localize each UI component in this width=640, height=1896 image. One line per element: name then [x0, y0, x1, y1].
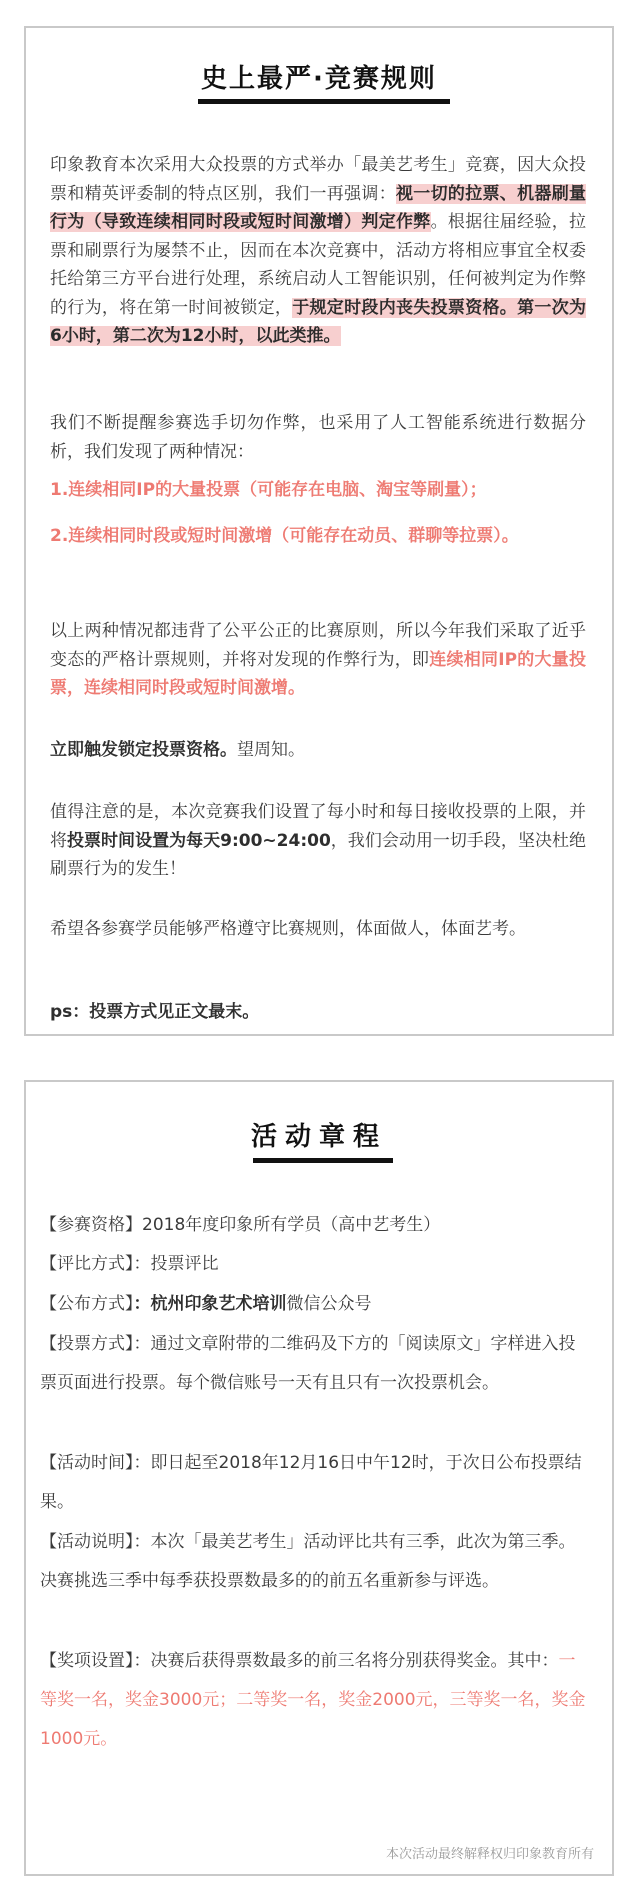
charter-item-label: 【公布方式】	[40, 1294, 134, 1314]
charter-item-activity-time	[40, 1444, 590, 1522]
rules-p4-bold: 立即触发锁定投票资格。	[50, 740, 237, 760]
rules-p3-red-text: 连续相同IP的大量投票，连续相同时段或短时间激增。	[50, 649, 586, 698]
rules-p1-highlight-cheating: 视一切的拉票、机器刷量行为（导致连续相同时段或短时间激增）判定作弊	[50, 183, 586, 232]
charter-item-text: 微信公众号	[286, 1294, 372, 1314]
rules-list-item-1: 1.连续相同IP的大量投票（可能存在电脑、淘宝等刷量）；	[50, 480, 487, 500]
rules-p4-text: 望周知。	[237, 740, 305, 760]
charter-title: 活动章程	[250, 1122, 387, 1152]
charter-title-underline	[253, 1158, 393, 1163]
charter-card	[24, 1080, 614, 1876]
charter-item-label: 【奖项设置】	[40, 1651, 134, 1671]
charter-item-announcement	[40, 1285, 590, 1324]
charter-item-text: ：即日起至2018年12月16日中午12时，于次日公布投票结果。	[40, 1453, 582, 1512]
charter-item-activity-description	[40, 1523, 590, 1601]
charter-item-text: 2018年度印象所有学员（高中艺考生）	[142, 1215, 441, 1235]
rules-p5-bold-time: 投票时间设置为每天9:00~24:00	[67, 830, 331, 851]
rules-paragraph-4	[50, 736, 586, 765]
rules-p5-text: 值得注意的是，本次竞赛我们设置了每小时和每日接收投票的上限，并将	[50, 802, 586, 851]
charter-footer-note: 本次活动最终解释权归印象教育所有	[385, 1847, 594, 1862]
rules-title: 史上最严·竞赛规则	[201, 64, 437, 94]
rules-paragraph-2: 我们不断提醒参赛选手切勿作弊，也采用了人工智能系统进行数据分析，我们发现了两种情况：	[50, 413, 586, 462]
charter-prize-details: 一等奖一名，奖金3000元；二等奖一名，奖金2000元，三等奖一名，奖金1000元。	[40, 1651, 586, 1749]
charter-item-voting-method	[40, 1325, 590, 1403]
charter-item-prizes	[40, 1642, 590, 1759]
rules-ps-note: ps：投票方式见正文最末。	[50, 1002, 260, 1022]
charter-item-label: 【参赛资格】	[40, 1215, 142, 1235]
charter-item-text: ：投票评比	[133, 1254, 219, 1274]
rules-list-item-2: 2.连续相同时段或短时间激增（可能存在动员、群聊等拉票）。	[50, 526, 519, 546]
charter-item-label: 【活动时间】	[40, 1453, 134, 1473]
charter-item-label: 【评比方式】	[40, 1254, 134, 1274]
rules-card	[24, 26, 614, 1036]
rules-paragraph-1	[50, 151, 586, 351]
charter-item-label: 【投票方式】	[40, 1334, 134, 1354]
charter-item-text: ：本次「最美艺考生」活动评比共有三季，此次为第三季。决赛挑选三季中每季获投票数最多的的前五名重新参与评选。	[40, 1532, 576, 1591]
charter-item-bold: ：杭州印象艺术培训	[133, 1294, 287, 1314]
charter-item-label: 【活动说明】	[40, 1532, 134, 1552]
charter-item-text: ：通过文章附带的二维码及下方的「阅读原文」字样进入投票页面进行投票。每个微信账号一天有且只有一次投票机会。	[40, 1334, 576, 1393]
rules-paragraph-6: 希望各参赛学员能够严格遵守比赛规则，体面做人，体面艺考。	[50, 919, 526, 939]
charter-item-evaluation	[40, 1245, 590, 1284]
charter-item-eligibility	[40, 1206, 590, 1245]
rules-title-underline	[198, 99, 450, 104]
rules-p5-text-2: ，我们会动用一切手段，坚决杜绝刷票行为的发生！	[50, 830, 586, 879]
rules-p1-text: 印象教育本次采用大众投票的方式举办「最美艺考生」竞赛，因大众投票和精英评委制的特点区别，我们一再强调：	[50, 155, 586, 204]
rules-p3-text: 以上两种情况都违背了公平公正的比赛原则，所以今年我们采取了近乎变态的严格计票规则，并将对发现的作弊行为，即	[50, 621, 586, 670]
rules-p1-highlight-penalty: 于规定时段内丧失投票资格。第一次为6小时，第二次为12小时，以此类推。	[50, 297, 587, 346]
rules-paragraph-3	[50, 617, 586, 703]
charter-item-text: ：决赛后获得票数最多的前三名将分别获得奖金。其中：	[133, 1651, 559, 1671]
rules-paragraph-5	[50, 798, 586, 884]
rules-p1-text-2: 。根据往届经验，拉票和刷票行为屡禁不止，因而在本次竞赛中，活动方将相应事宜全权委托给第三方平台进行处理，系统启动人工智能识别，任何被判定为作弊的行为，将在第一时间被锁定，	[50, 212, 587, 318]
